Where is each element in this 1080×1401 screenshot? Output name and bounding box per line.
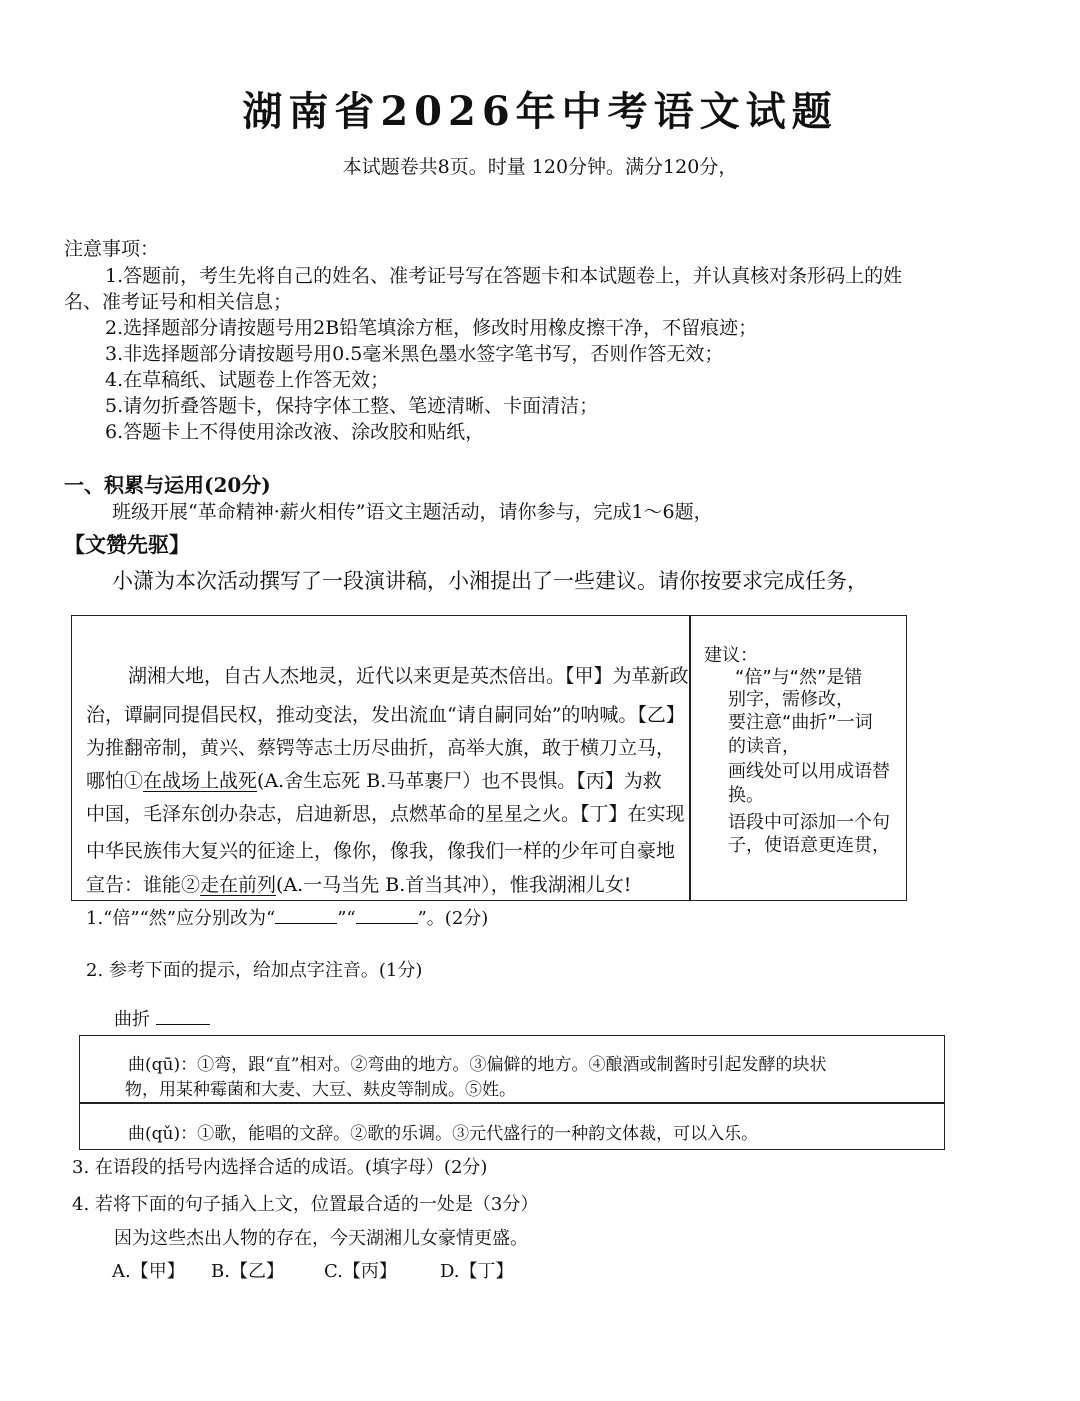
underlined-phrase: 在战场上战死 (143, 770, 258, 792)
question-4: 4. 若将下面的句子插入上文，位置最合适的一处是（3分） (72, 1194, 539, 1215)
task-instruction: 小潇为本次活动撰写了一段演讲稿，小湘提出了一些建议。请你按要求完成任务， (112, 569, 868, 593)
page-title: 湖南省2026年中考语文试题 (242, 88, 838, 135)
box-divider (689, 616, 691, 900)
advice-line: 的读音， (728, 736, 800, 757)
advice-line: “倍”与“然”是错 (735, 667, 863, 688)
advice-line: 子，使语意更连贯， (728, 835, 890, 856)
underlined-phrase: 走在前列 (200, 874, 277, 896)
advice-label: 建议： (704, 645, 758, 666)
speech-line: 哪怕①在战场上战死(A.舍生忘死 B.马革裹尸）也不畏惧。【丙】为救 (86, 770, 662, 792)
question-3: 3. 在语段的括号内选择合适的成语。(填字母）(2分) (72, 1157, 488, 1178)
answer-blank[interactable] (275, 905, 337, 924)
exam-info: 本试题卷共8页。时量 120分钟。满分120分， (342, 156, 738, 178)
option-b[interactable]: B.【乙】 (211, 1261, 284, 1282)
note-item: 3.非选择题部分请按题号用0.5毫米黑色墨水签字笔书写，否则作答无效； (105, 343, 724, 365)
subsection-heading: 【文赞先驱】 (64, 532, 190, 557)
question-2: 2. 参考下面的提示，给加点字注音。(1分) (86, 960, 423, 981)
dictionary-entry: 物，用某种霉菌和大麦、大豆、麸皮等制成。⑤姓。 (125, 1080, 516, 1100)
speech-line: 为推翻帝制，黄兴、蔡锷等志士历尽曲折，高举大旗，敢于横刀立马， (86, 737, 676, 759)
speech-line: 湖湘大地，自古人杰地灵，近代以来更是英杰倍出。【甲】为革新政 (128, 665, 689, 687)
option-c[interactable]: C.【丙】 (324, 1261, 397, 1282)
note-item: 5.请勿折叠答题卡，保持字体工整、笔迹清晰、卡面清洁； (105, 395, 599, 417)
box-divider (80, 1102, 944, 1104)
section-intro: 班级开展“革命精神·薪火相传”语文主题活动，请你参与，完成1～6题， (112, 501, 713, 523)
notes-heading: 注意事项： (64, 238, 160, 260)
advice-line: 要注意“曲折”一词 (728, 712, 873, 733)
question-4-sentence: 因为这些杰出人物的存在，今天湖湘儿女豪情更盛。 (114, 1228, 528, 1249)
dictionary-entry: 曲(qū)：①弯，跟“直”相对。②弯曲的地方。③偏僻的地方。④酿酒或制酱时引起发酵的块状 (128, 1055, 827, 1075)
speech-line: 治，谭嗣同提倡民权，推动变法，发出流血“请自嗣同始”的呐喊。【乙】 (86, 704, 685, 726)
note-item: 4.在草稿纸、试题卷上作答无效； (105, 369, 390, 391)
note-item: 名、准考证号和相关信息； (64, 291, 293, 313)
advice-line: 换。 (728, 785, 764, 806)
question-2-word: 曲折 (114, 1005, 210, 1031)
speech-line: 宣告：谁能②走在前列(A.一马当先 B.首当其冲），惟我湖湘儿女! (86, 874, 632, 896)
note-item: 6.答题卡上不得使用涂改液、涂改胶和贴纸， (105, 421, 485, 443)
answer-blank[interactable] (156, 1006, 210, 1025)
option-a[interactable]: A.【甲】 (112, 1261, 185, 1282)
speech-line: 中华民族伟大复兴的征途上，像你，像我，像我们一样的少年可自豪地 (86, 840, 676, 862)
answer-blank[interactable] (356, 905, 418, 924)
question-1: 1.“倍”“然”应分别改为“ ”“ ”。(2分) (86, 904, 488, 930)
section-heading: 一、积累与运用(20分) (64, 473, 271, 497)
note-item: 2.选择题部分请按题号用2B铅笔填涂方框，修改时用橡皮擦干净，不留痕迹； (105, 317, 758, 339)
advice-line: 画线处可以用成语替 (728, 761, 890, 782)
option-d[interactable]: D.【丁】 (440, 1261, 514, 1282)
advice-line: 语段中可添加一个句 (728, 812, 890, 833)
speech-line: 中国，毛泽东创办杂志，启迪新思，点燃革命的星星之火。【丁】在实现 (86, 803, 685, 825)
dictionary-entry: 曲(qǔ)：①歌，能唱的文辞。②歌的乐调。③元代盛行的一种韵文体裁，可以入乐。 (128, 1124, 759, 1144)
advice-line: 别字，需修改， (728, 689, 854, 710)
note-item: 1.答题前，考生先将自己的姓名、准考证号写在答题卡和本试题卷上，并认真核对条形码上的姓 (105, 265, 903, 287)
